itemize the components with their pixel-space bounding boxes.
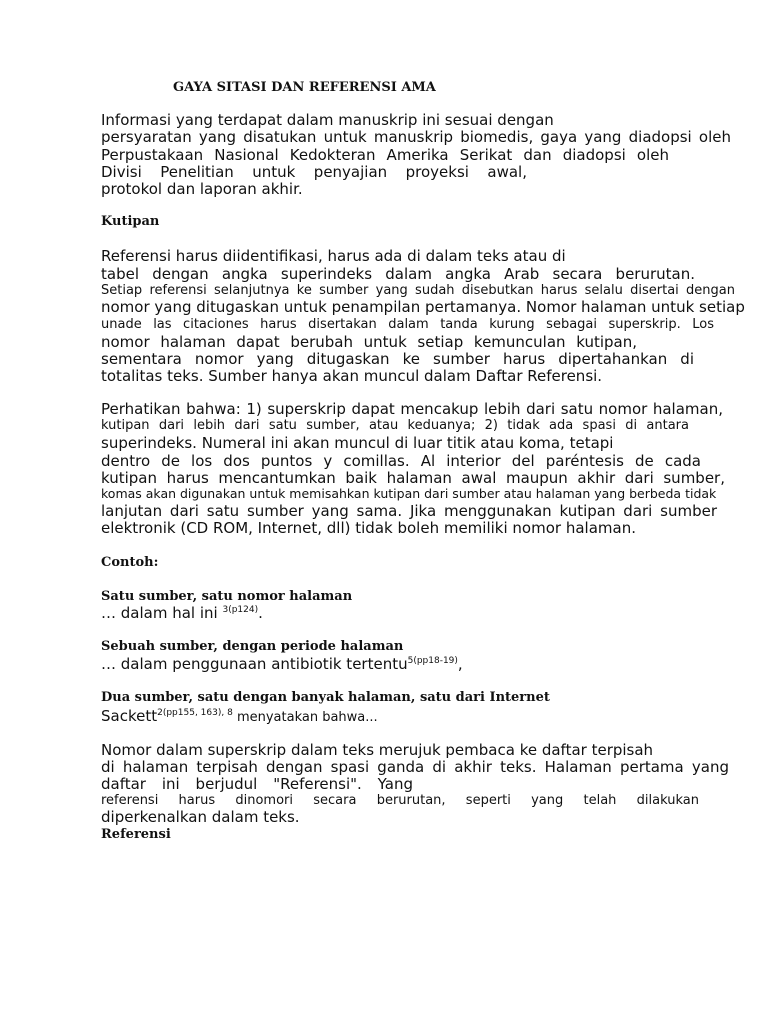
intro-line-4: Divisi Penelitian untuk penyajian proyeksi awal,: [101, 163, 527, 181]
kutipan-heading: Kutipan: [101, 214, 160, 229]
intro-line-1: Informasi yang terdapat dalam manuskrip ini sesuai dengan: [101, 111, 554, 129]
example-2-heading: Sebuah sumber, dengan periode halaman: [101, 639, 404, 654]
example-2-tail: ,: [457, 655, 463, 673]
kutipan-p1-line-6: nomor halaman dapat berubah untuk setiap kemunculan kutipan,: [101, 333, 637, 351]
contoh-heading: Contoh:: [101, 555, 159, 570]
kutipan-p2-line-3: superindeks. Numeral ini akan muncul di luar titik atau koma, tetapi: [101, 434, 614, 452]
intro-line-5: protokol dan laporan akhir.: [101, 180, 303, 198]
kutipan-p1-line-3: Setiap referensi selanjutnya ke sumber yang sudah disebutkan harus selalu disertai dengan: [101, 283, 735, 298]
kutipan-p1-line-4: nomor yang ditugaskan untuk penampilan pertamanya. Nomor halaman untuk setiap: [101, 298, 745, 316]
example-3-text: [101, 707, 378, 727]
example-2-body: … dalam penggunaan antibiotik tertentu: [101, 655, 408, 673]
kutipan-p2-line-5: kutipan harus mencantumkan baik halaman awal maupun akhir dari sumber,: [101, 469, 725, 487]
intro-line-3: Perpustakaan Nasional Kedokteran Amerika Serikat dan diadopsi oleh: [101, 146, 669, 164]
example-3-body: Sackett: [101, 707, 158, 725]
example-1-tail: .: [258, 604, 263, 622]
closing-line-3: daftar ini berjudul "Referensi". Yang: [101, 775, 413, 793]
closing-line-1: Nomor dalam superskrip dalam teks merujuk pembaca ke daftar terpisah: [101, 741, 654, 759]
example-3-tail: menyatakan bahwa...: [232, 710, 378, 725]
kutipan-p1-line-8: totalitas teks. Sumber hanya akan muncul dalam Daftar Referensi.: [101, 367, 603, 385]
kutipan-p1-line-1: Referensi harus diidentifikasi, harus ada di dalam teks atau di: [101, 247, 566, 265]
page-title: GAYA SITASI DAN REFERENSI AMA: [173, 80, 436, 95]
kutipan-p2-line-1: Perhatikan bahwa: 1) superskrip dapat mencakup lebih dari satu nomor halaman,: [101, 400, 723, 418]
example-1-superscript: 3(p124): [222, 605, 259, 615]
kutipan-p1-line-2: tabel dengan angka superindeks dalam angka Arab secara berurutan.: [101, 265, 695, 283]
example-2-text: [101, 655, 463, 673]
example-3-heading: Dua sumber, satu dengan banyak halaman, satu dari Internet: [101, 690, 550, 705]
referensi-heading: Referensi: [101, 827, 171, 842]
closing-line-5: diperkenalkan dalam teks.: [101, 808, 300, 826]
closing-line-2: di halaman terpisah dengan spasi ganda di akhir teks. Halaman pertama yang: [101, 758, 729, 776]
kutipan-p2-line-2: kutipan dari lebih dari satu sumber, atau keduanya; 2) tidak ada spasi di antara: [101, 418, 689, 433]
example-3-superscript: 2(pp155, 163), 8: [157, 708, 233, 718]
example-2-superscript: 5(pp18-19): [407, 656, 458, 666]
kutipan-p2-line-7: lanjutan dari satu sumber yang sama. Jika menggunakan kutipan dari sumber: [101, 502, 717, 520]
example-1-body: … dalam hal ini: [101, 604, 223, 622]
kutipan-p2-line-8: elektronik (CD ROM, Internet, dll) tidak boleh memiliki nomor halaman.: [101, 519, 636, 537]
example-1-heading: Satu sumber, satu nomor halaman: [101, 589, 353, 604]
kutipan-p1-line-5: unade las citaciones harus disertakan dalam tanda kurung sebagai superskrip. Los: [101, 317, 714, 332]
kutipan-p1-line-7: sementara nomor yang ditugaskan ke sumber harus dipertahankan di: [101, 350, 694, 368]
kutipan-p2-line-4: dentro de los dos puntos y comillas. Al interior del paréntesis de cada: [101, 452, 701, 470]
kutipan-p2-line-6: komas akan digunakan untuk memisahkan kutipan dari sumber atau halaman yang berbeda tidak: [101, 486, 717, 501]
intro-line-2: persyaratan yang disatukan untuk manuskrip biomedis, gaya yang diadopsi oleh: [101, 128, 731, 146]
example-1-text: [101, 604, 263, 622]
closing-line-4: referensi harus dinomori secara berurutan, seperti yang telah dilakukan: [101, 793, 699, 808]
